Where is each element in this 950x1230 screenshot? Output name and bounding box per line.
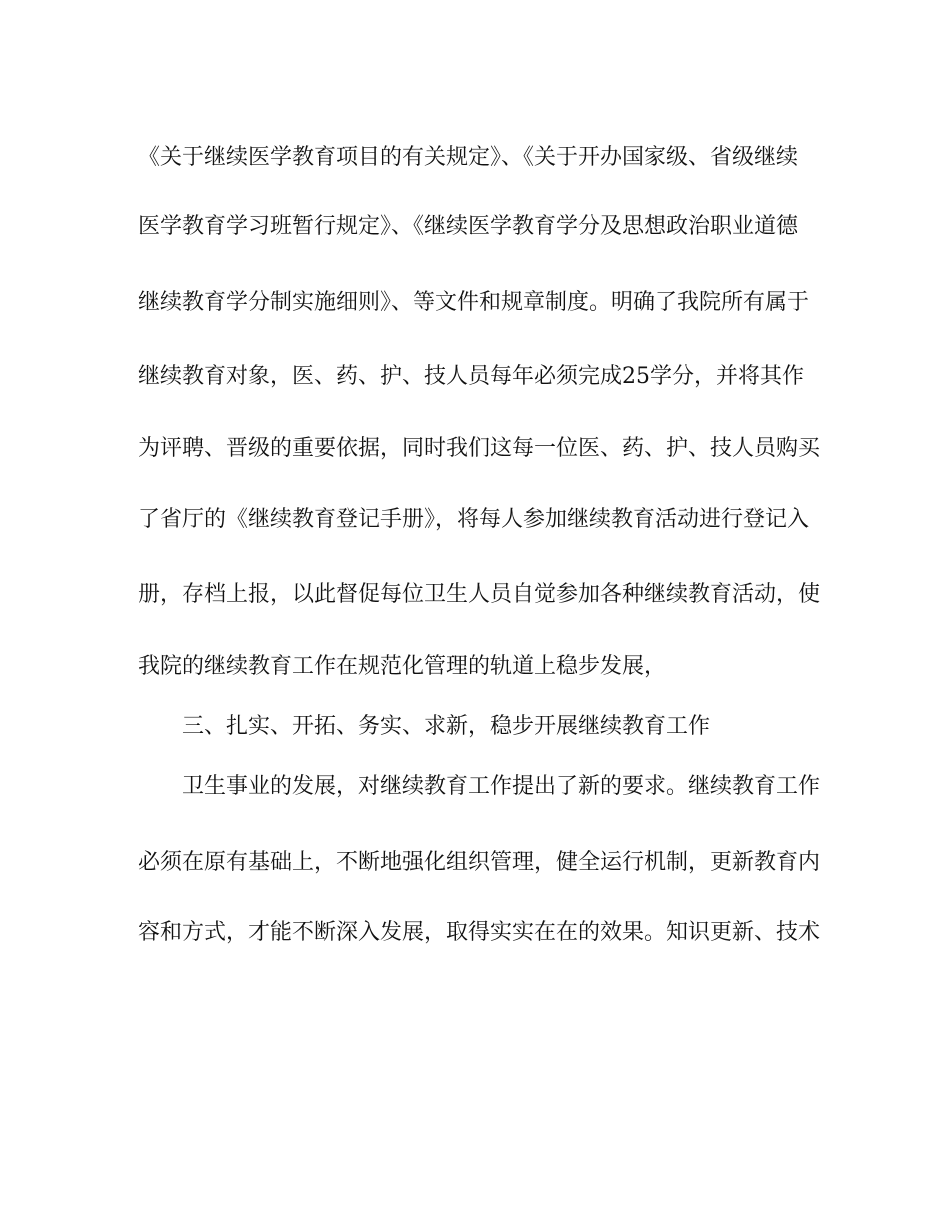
section-heading: 三、扎实、开拓、务实、求新，稳步开展继续教育工作 <box>182 714 711 739</box>
body-text-line: 必须在原有基础上，不断地强化组织管理，健全运行机制，更新教育内 <box>138 850 821 875</box>
body-text-line: 了省厅的《继续教育登记手册》，将每人参加继续教育活动进行登记入 <box>138 507 810 532</box>
body-text-line: 继续教育对象，医、药、护、技人员每年必须完成25学分，并将其作 <box>138 364 804 389</box>
body-text-line: 为评聘、晋级的重要依据，同时我们这每一位医、药、护、技人员购买 <box>138 436 821 461</box>
paragraph-first-line: 卫生事业的发展，对继续教育工作提出了新的要求。继续教育工作 <box>182 774 821 799</box>
body-text-line: 继续教育学分制实施细则》、等文件和规章制度。明确了我院所有属于 <box>138 290 810 315</box>
body-text-line: 《关于继续医学教育项目的有关规定》、《关于开办国家级、省级继续 <box>138 145 799 170</box>
body-text-line: 册，存档上报，以此督促每位卫生人员自觉参加各种继续教育活动，使 <box>138 582 821 607</box>
body-text-line: 我院的继续教育工作在规范化管理的轨道上稳步发展， <box>138 654 667 679</box>
body-text-line: 医学教育学习班暂行规定》、《继续医学教育学分及思想政治职业道德 <box>138 214 799 239</box>
body-text-line: 容和方式，才能不断深入发展，取得实实在在的效果。知识更新、技术 <box>138 920 821 945</box>
